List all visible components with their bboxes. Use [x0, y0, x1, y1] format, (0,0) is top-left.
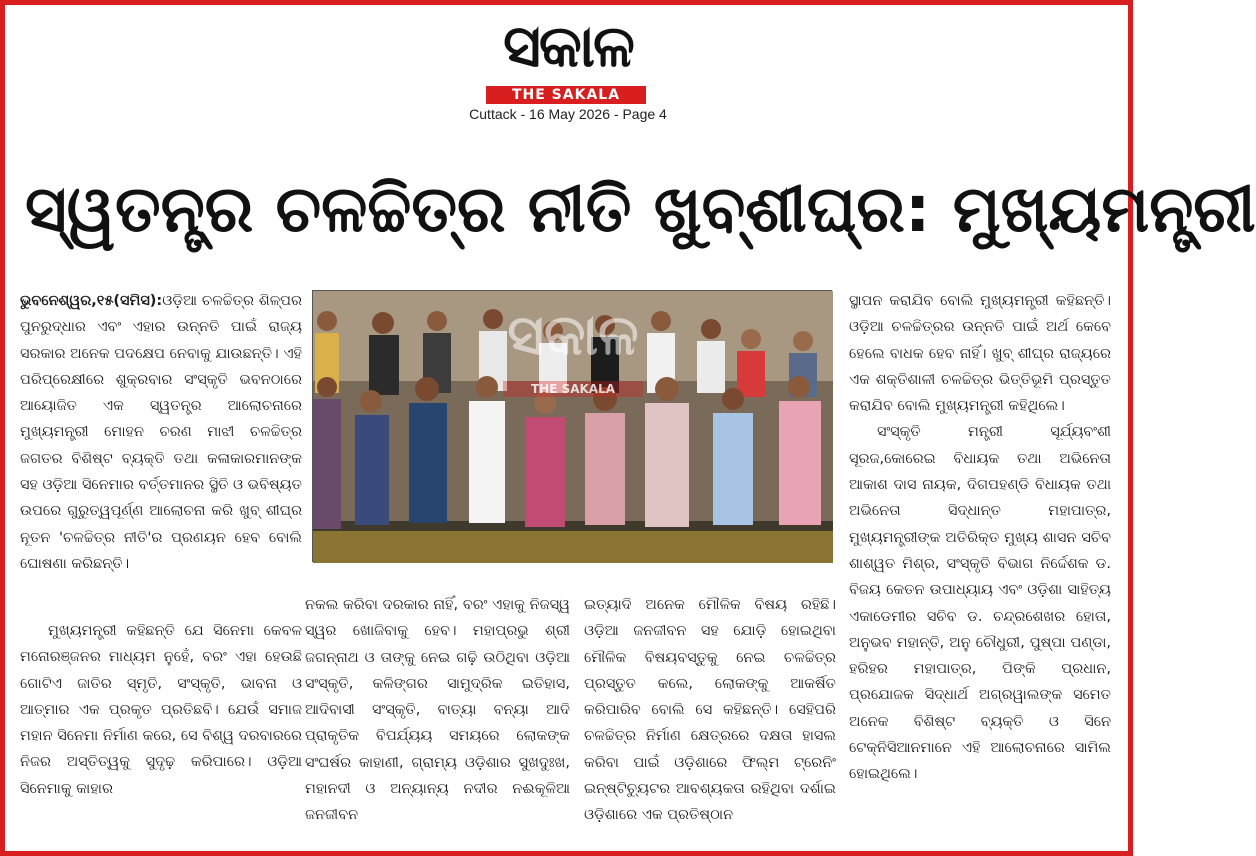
article-column-1-bottom — [20, 618, 302, 838]
article-dateline-lead: ଭୁବନେଶ୍ୱର,୧୫(ସମିସ): — [20, 293, 163, 309]
photo-watermark-logo: ସକାଳ — [507, 303, 639, 368]
article-column-3: ଇତ୍ୟାଦି ଅନେକ ମୌଳିକ ବିଷୟ ରହିଛି। ଓଡ଼ିଆ ଜନଜୀବନ ସହ ଯୋଡ଼ି ହୋଇଥିବା ମୌଳିକ ବିଷୟବସ୍ତୁକୁ ନେଇ ଚଳଚ୍ଚିତ୍ର ପ୍ରସ୍ତୁତ କଲେ, ଲୋକଙ୍କୁ ଆକର୍ଷିତ କରିପାରିବ ବୋଲି ସେ କହିଛନ୍ତି। ସେହିପରି ଚଳଚ୍ଚିତ୍ର ନିର୍ମାଣ କ୍ଷେତ୍ରରେ ଦକ୍ଷତା ହାସଲ କରିବା ପାଇଁ ଓଡ଼ିଶାରେ ଫିଲ୍ମ ଟ୍ରେନିଂ ଇନ୍‌ଷ୍ଟିଚ୍ୟୁଟର ଆବଶ୍ୟକତା ରହିଥିବା ଦର୍ଶାଇ ଓଡ଼ିଶାରେ ଏକ ପ୍ରତିଷ୍ଠାନ — [584, 597, 836, 824]
photo-watermark-tagline: THE SAKALA — [503, 381, 643, 397]
event-photo — [312, 290, 832, 562]
article-headline: ସ୍ୱତନ୍ତ୍ର ଚଳଚ୍ଚିତ୍ର ନୀତି ଖୁବ୍‌ଶୀଘ୍ର: ମୁଖ୍ୟମନ୍ତ୍ରୀ — [25, 173, 1256, 247]
newspaper-logo-tagline: THE SAKALA — [486, 86, 646, 104]
newspaper-logo: ସକାଳ — [503, 12, 633, 80]
masthead — [418, 6, 718, 106]
article-paragraph-1: ଓଡ଼ିଆ ଚଳଚ୍ଚିତ୍ର ଶିଳ୍ପର ପୁନରୁଦ୍ଧାର ଏବଂ ଏହାର ଉନ୍ନତି ପାଇଁ ରାଜ୍ୟ ସରକାର ଅନେକ ପଦକ୍ଷେପ ନେବାକୁ ଯାଉଛନ୍ତି। ଏହି ପରିପ୍ରେକ୍ଷୀରେ ଶୁକ୍ରବାର ସଂସ୍କୃତି ଭବନଠାରେ ଆୟୋଜିତ ଏକ ସ୍ୱତନ୍ତ୍ର ଆଲୋଚନାରେ ମୁଖ୍ୟମନ୍ତ୍ରୀ ମୋହନ ଚରଣ ମାଝୀ ଚଳଚ୍ଚିତ୍ର ଜଗତର ବିଶିଷ୍ଟ ବ୍ୟକ୍ତି ତଥା କଳାକାରମାନଙ୍କ ସହ ଓଡ଼ିଆ ସିନେମାର ବର୍ତ୍ତମାନର ସ୍ଥିତି ଓ ଭବିଷ୍ୟତ ଉପରେ ଗୁରୁତ୍ୱପୂର୍ଣ୍ଣ ଆଲୋଚନା କରି ଖୁବ୍ ଶୀଘ୍ର ନୂତନ 'ଚଳଚ୍ଚିତ୍ର ନୀତି'ର ପ୍ରଣୟନ ହେବ ବୋଲି ଘୋଷଣା କରିଛନ୍ତି। — [20, 293, 302, 572]
article-paragraph-2: ମୁଖ୍ୟମନ୍ତ୍ରୀ କହିଛନ୍ତି ଯେ ସିନେମା କେବଳ ମନୋରଞ୍ଜନର ମାଧ୍ୟମ ନୁହେଁ, ବରଂ ଏହା ହେଉଛି ଗୋଟିଏ ଜାତିର ସ୍ମୃତି, ସଂସ୍କୃତି, ଭାବନା ଓ ଆତ୍ମାର ଏକ ପ୍ରକୃତ ପ୍ରତିଛବି। ଯେଉଁ ସମାଜ ମହାନ ସିନେମା ନିର୍ମାଣ କରେ, ସେ ବିଶ୍ୱ ଦରବାରରେ ନିଜର ଅସ୍ତିତ୍ୱକୁ ସୁଦୃଢ଼ କରିପାରେ। ଓଡ଼ିଆ ସିନେମାକୁ କାହାର — [20, 623, 302, 797]
article-column-2: ନକଲ କରିବା ଦରକାର ନାହିଁ, ବରଂ ଏହାକୁ ନିଜସ୍ୱ ସ୍ୱର ଖୋଜିବାକୁ ହେବ। ମହାପ୍ରଭୁ ଶ୍ରୀ ଜଗନ୍ନାଥ ଓ ତାଙ୍କୁ ନେଇ ଗଢ଼ି ଉଠିଥିବା ଓଡ଼ିଆ ସଂସ୍କୃତି, କଳିଙ୍ଗର ସାମୁଦ୍ରିକ ଇତିହାସ, ଆଦିବାସୀ ସଂସ୍କୃତି, ବାତ୍ୟା ବନ୍ୟା ଆଦି ପ୍ରାକୃତିକ ବିପର୍ଯ୍ୟୟ ସମୟରେ ଲୋକଙ୍କ ସଂଘର୍ଷର କାହାଣୀ, ଗ୍ରାମ୍ୟ ଓଡ଼ିଶାର ସୁଖଦୁଃଖ, ମହାନଦୀ ଓ ଅନ୍ୟାନ୍ୟ ନଦୀର ନଈକୂଳିଆ ଜନଜୀବନ — [305, 597, 570, 824]
article-paragraph-4b: ସଂସ୍କୃତି ମନ୍ତ୍ରୀ ସୂର୍ଯ୍ୟବଂଶୀ ସୂରଜ,କୋରେଇ ବିଧାୟକ ତଥା ଅଭିନେତା ଆକାଶ ଦାସ ନାୟକ, ଦିଗପହଣ୍ଡି ବିଧାୟକ ତଥା ଅଭିନେତା ସିଦ୍ଧାନ୍ତ ମହାପାତ୍ର, ମୁଖ୍ୟମନ୍ତ୍ରୀଙ୍କ ଅତିରିକ୍ତ ମୁଖ୍ୟ ଶାସନ ସଚିବ ଶାଶ୍ୱତ ମିଶ୍ର, ସଂସ୍କୃତି ବିଭାଗ ନିର୍ଦ୍ଦେଶକ ଡ. ବିଜୟ କେତନ ଉପାଧ୍ୟାୟ ଏବଂ ଓଡ଼ିଶା ସାହିତ୍ୟ ଏକାଡେମୀର ସଚିବ ଡ. ଚନ୍ଦ୍ରଶେଖର ହୋତା, ଅନୁଭବ ମହାନ୍ତି, ଅନୁ ଚୌଧୁରୀ, ପୁଷ୍ପା ପଣ୍ଡା, ହରିହର ମହାପାତ୍ର, ପିଙ୍କି ପ୍ରଧାନ, ପ୍ରଯୋଜକ ସିଦ୍ଧାର୍ଥ ଅଗ୍ରୱାଲଙ୍କ ସମେତ ଅନେକ ବିଶିଷ୍ଟ ବ୍ୟକ୍ତି ଓ ସିନେ ଟେକ୍ନିସିଆନମାନେ ଏହି ଆଲୋଚନାରେ ସାମିଲ ହୋଇଥିଲେ। — [849, 424, 1111, 783]
edition-dateline: Cuttack - 16 May 2026 - Page 4 — [469, 106, 667, 122]
article-column-4 — [849, 288, 1111, 838]
article-paragraph-4a: ସ୍ଥାପନ କରାଯିବ ବୋଲି ମୁଖ୍ୟମନ୍ତ୍ରୀ କହିଛନ୍ତି। ଓଡ଼ିଆ ଚଳଚ୍ଚିତ୍ରର ଉନ୍ନତି ପାଇଁ ଅର୍ଥ କେବେ ହେଲେ ବାଧକ ହେବ ନାହିଁ। ଖୁବ୍ ଶୀଘ୍ର ରାଜ୍ୟରେ ଏକ ଶକ୍ତିଶାଳୀ ଚଳଚ୍ଚିତ୍ର ଭିତ୍ତିଭୂମି ପ୍ରସ୍ତୁତ କରାଯିବ ବୋଲି ମୁଖ୍ୟମନ୍ତ୍ରୀ କହିଥିଲେ। — [849, 293, 1111, 415]
article-column-1-top — [20, 288, 302, 610]
